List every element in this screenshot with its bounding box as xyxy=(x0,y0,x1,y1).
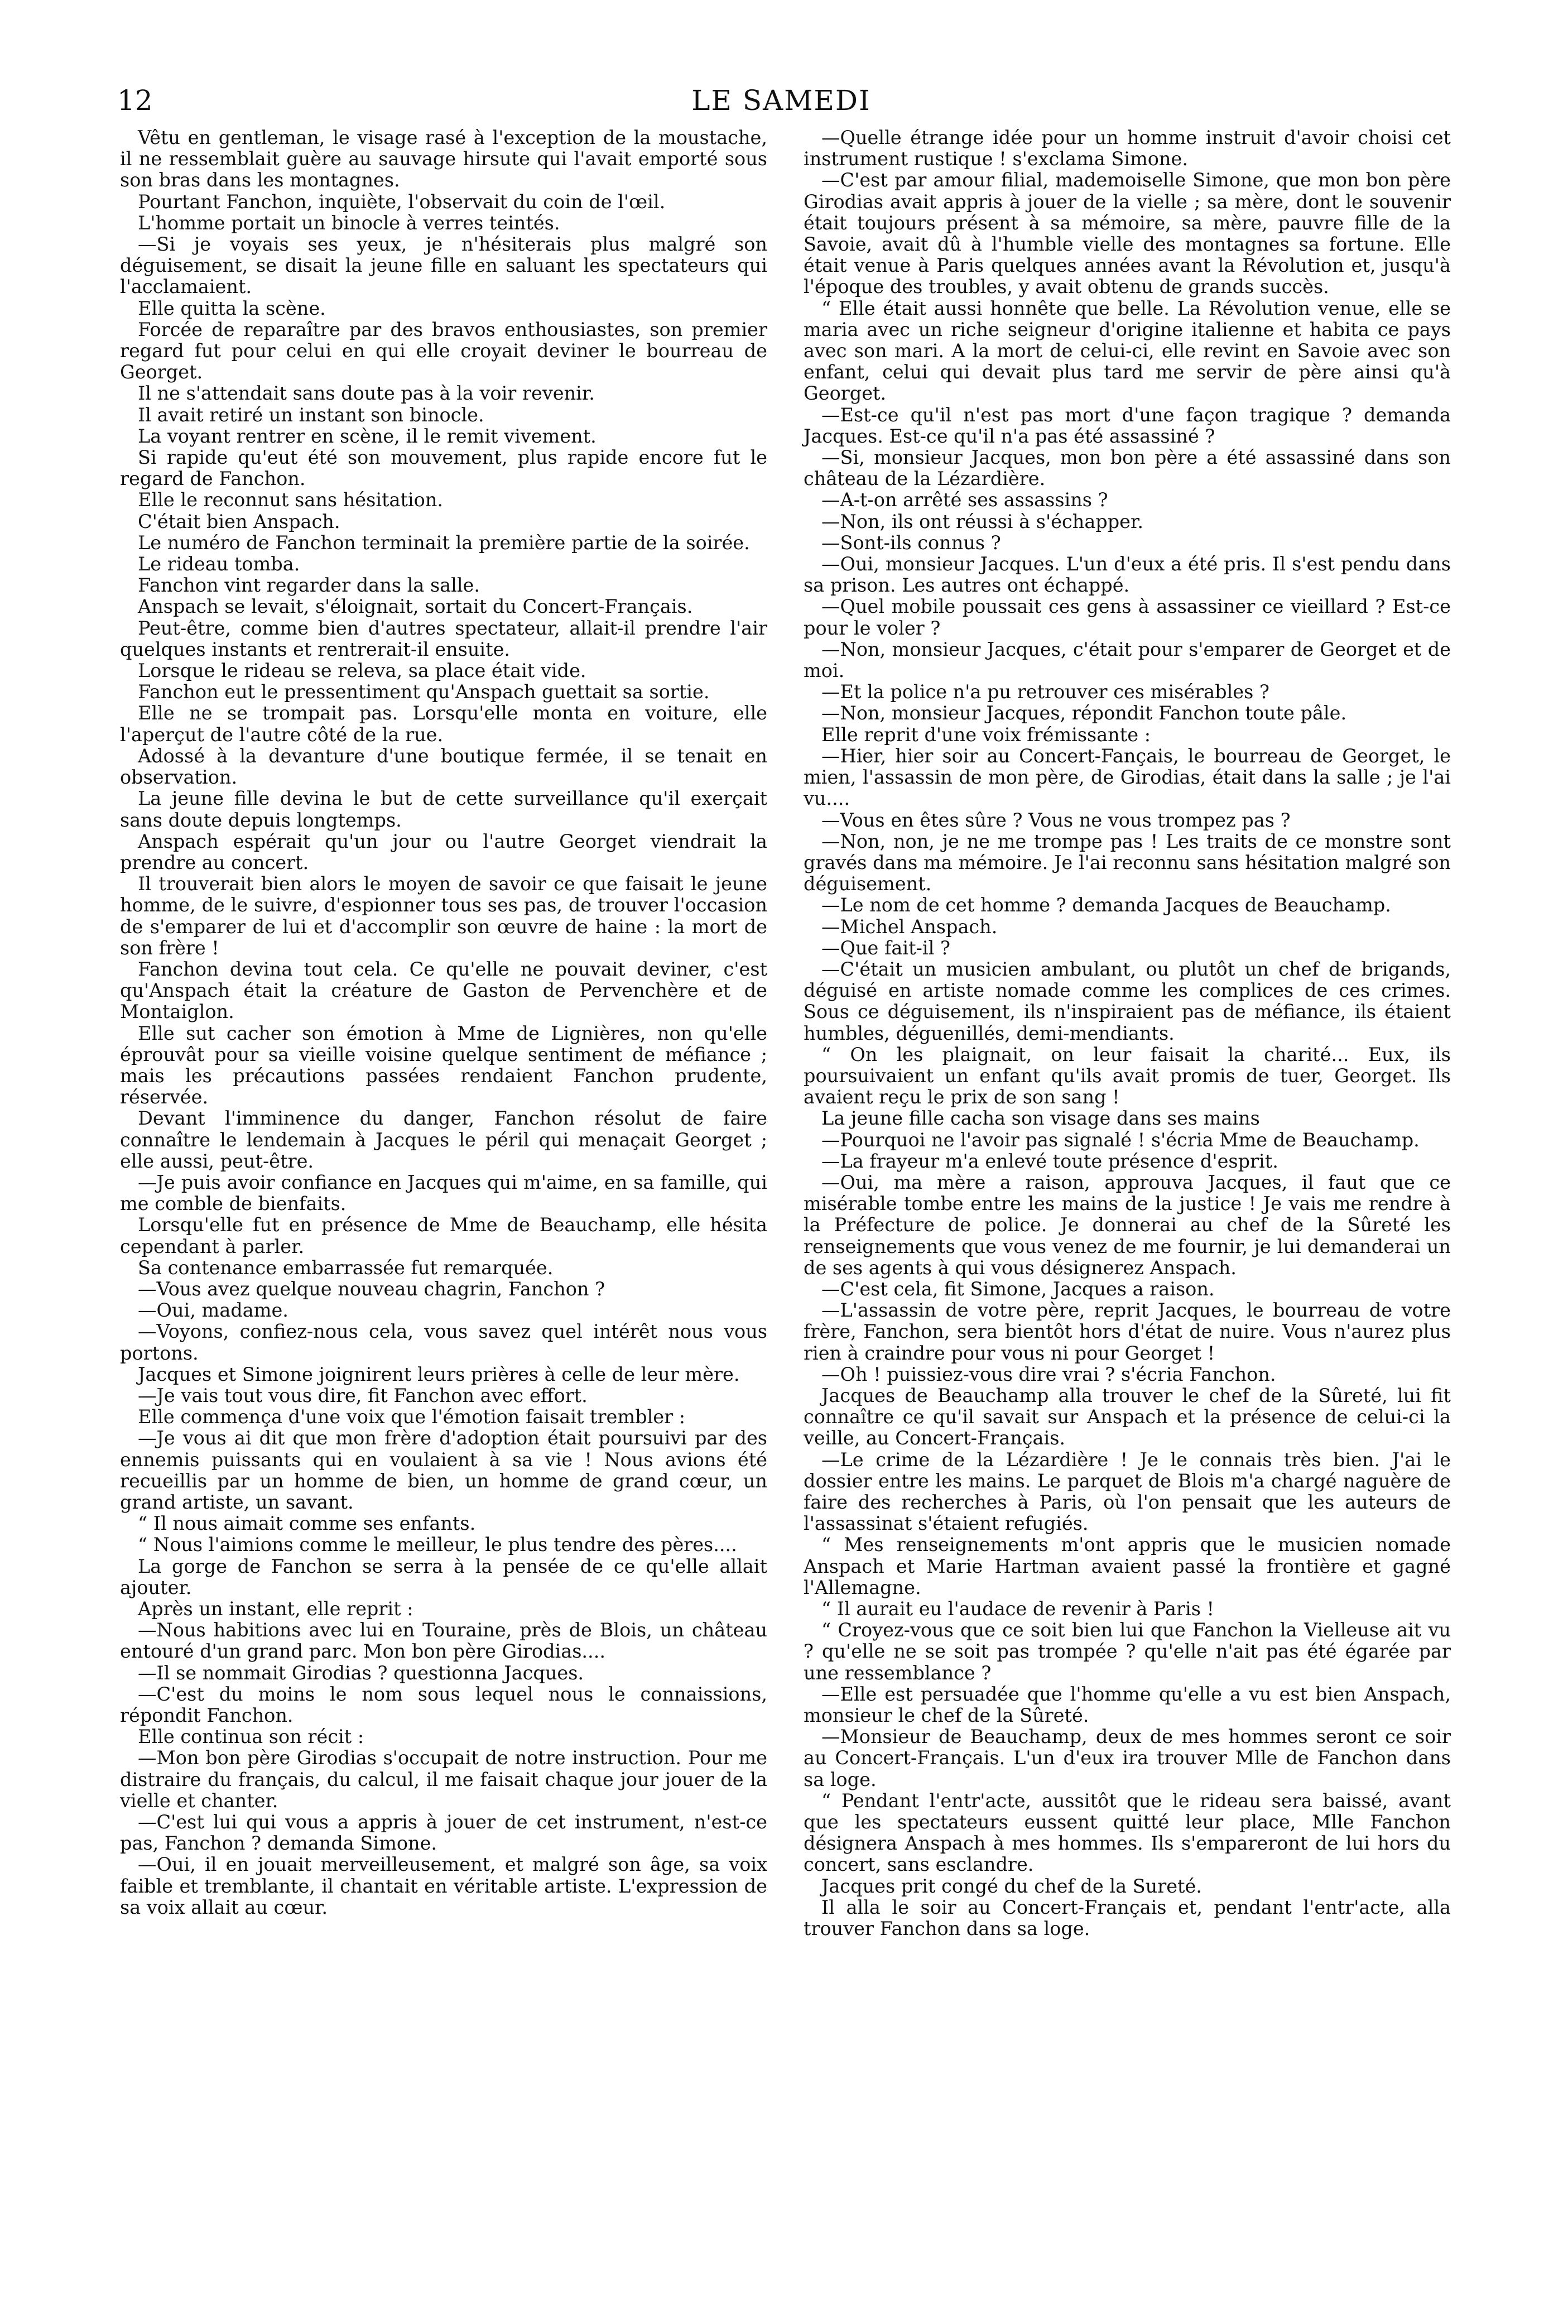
paragraph: Elle le reconnut sans hésitation. xyxy=(138,489,444,511)
paragraph: La gorge de Fanchon se serra à la pensée de ce qu'elle allait ajouter. xyxy=(120,1555,767,1598)
paragraph: —C'est par amour filial, mademoiselle Simone, que mon bon père Girodias avait appris à jouer de la vielle ; sa mère, dont le souvenir était toujours présent à sa mémoire, sa mère, pauvre fille de la Savoie, avait dû à l'humble vielle des montagnes sa fortune. Elle était venue à Paris quelques années avant la Révolution et, jusqu'à l'époque des troubles, y avait obtenu de grands succès. xyxy=(804,169,1451,298)
paragraph: Devant l'imminence du danger, Fanchon résolut de faire connaître le lendemain à Jacques le péril qui menaçait Georget ; elle aussi, peut-être. xyxy=(120,1107,767,1172)
paragraph: Lorsque le rideau se releva, sa place était vide. xyxy=(138,660,586,682)
paragraph: —Pourquoi ne l'avoir pas signalé ! s'écria Mme de Beauchamp. xyxy=(821,1129,1420,1151)
paragraph: Anspach se levait, s'éloignait, sortait du Concert-Français. xyxy=(138,596,693,618)
paragraph: —Oh ! puissiez-vous dire vrai ? s'écria Fanchon. xyxy=(821,1363,1276,1385)
left-column xyxy=(120,127,767,1918)
paragraph: “ Nous l'aimions comme le meilleur, le plus tendre des pères.... xyxy=(138,1534,737,1556)
paragraph: —Il se nommait Girodias ? questionna Jacques. xyxy=(138,1662,584,1684)
paragraph: —Si, monsieur Jacques, mon bon père a été assassiné dans son château de la Lézardière. xyxy=(804,446,1451,490)
page-number: 12 xyxy=(117,84,153,117)
paragraph: Vêtu en gentleman, le visage rasé à l'exception de la moustache, il ne ressemblait guère au sauvage hirsute qui l'avait emporté sous son bras dans les montagnes. xyxy=(120,127,767,191)
paragraph: Il trouverait bien alors le moyen de savoir ce que faisait le jeune homme, de le suivre, d'espionner tous ses pas, de trouver l'occasion de s'emparer de lui et d'accomplir son œuvre de haine : la mort de son frère ! xyxy=(120,873,767,959)
paragraph: Jacques et Simone joignirent leurs prières à celle de leur mère. xyxy=(138,1363,740,1385)
paragraph: Forcée de reparaître par des bravos enthousiastes, son premier regard fut pour celui en qui elle croyait deviner le bourreau de Georget. xyxy=(120,318,767,383)
paragraph: —Elle est persuadée que l'homme qu'elle a vu est bien Anspach, monsieur le chef de la Sûreté. xyxy=(804,1683,1451,1727)
paragraph: Peut-être, comme bien d'autres spectateur, allait-il prendre l'air quelques instants et rentrerait-il ensuite. xyxy=(120,617,767,660)
paragraph: —Non, non, je ne me trompe pas ! Les traits de ce monstre sont gravés dans ma mémoire. Je l'ai reconnu sans hésitation malgré son déguisement. xyxy=(804,830,1451,895)
paragraph: Après un instant, elle reprit : xyxy=(138,1598,413,1620)
paragraph: La jeune fille cacha son visage dans ses mains xyxy=(821,1107,1260,1130)
paragraph: —Et la police n'a pu retrouver ces misérables ? xyxy=(821,681,1269,703)
paragraph: —Hier, hier soir au Concert-Fançais, le bourreau de Georget, le mien, l'assassin de mon père, de Girodias, était dans la salle ; je l'ai vu.... xyxy=(804,745,1451,810)
paragraph: —Non, monsieur Jacques, c'était pour s'emparer de Georget et de moi. xyxy=(804,638,1451,682)
paragraph: —Oui, monsieur Jacques. L'un d'eux a été pris. Il s'est pendu dans sa prison. Les autres ont échappé. xyxy=(804,553,1451,597)
running-title: LE SAMEDI xyxy=(691,84,871,117)
paragraph: —Non, monsieur Jacques, répondit Fanchon toute pâle. xyxy=(821,702,1347,724)
paragraph: —C'est du moins le nom sous lequel nous le connaissions, répondit Fanchon. xyxy=(120,1683,767,1727)
paragraph: —Est-ce qu'il n'est pas mort d'une façon tragique ? demanda Jacques. Est-ce qu'il n'a pas été assassiné ? xyxy=(804,404,1451,447)
paragraph: —Oui, ma mère a raison, approuva Jacques, il faut que ce misérable tombe entre les mains de la justice ! Je vais me rendre à la Préfecture de police. Je donnerai au chef de la Sûreté les renseignements que vous venez de me fournir, je lui demanderai un de ses agents à qui vous désignerez Anspach. xyxy=(804,1171,1451,1279)
paragraph: Jacques de Beauchamp alla trouver le chef de la Sûreté, lui fit connaître ce qu'il savait sur Anspach et la présence de celui-ci la veille, au Concert-Français. xyxy=(804,1384,1451,1449)
paragraph: —Je puis avoir confiance en Jacques qui m'aime, en sa famille, qui me comble de bienfaits. xyxy=(120,1171,767,1215)
right-column xyxy=(804,127,1451,1939)
paragraph: “ Il nous aimait comme ses enfants. xyxy=(138,1512,476,1535)
page-header xyxy=(117,84,1445,123)
paragraph: Elle quitta la scène. xyxy=(138,297,326,319)
paragraph: Adossé à la devanture d'une boutique fermée, il se tenait en observation. xyxy=(120,745,767,789)
paragraph: Le rideau tomba. xyxy=(138,553,300,575)
paragraph: Jacques prit congé du chef de la Sureté. xyxy=(821,1875,1202,1897)
paragraph: Elle continua son récit : xyxy=(138,1726,364,1748)
paragraph: “ Mes renseignements m'ont appris que le musicien nomade Anspach et Marie Hartman avaient passé la frontière et gagné l'Allemagne. xyxy=(804,1534,1451,1598)
paragraph: Elle commença d'une voix que l'émotion faisait trembler : xyxy=(138,1406,686,1428)
paragraph: Il avait retiré un instant son binocle. xyxy=(138,404,484,426)
paragraph: —A-t-on arrêté ses assassins ? xyxy=(821,489,1108,511)
paragraph: —Oui, madame. xyxy=(138,1299,288,1322)
paragraph: —Je vous ai dit que mon frère d'adoption était poursuivi par des ennemis puissants qui en voulaient à sa vie ! Nous avions été recueillis par un homme de bien, un homme de grand cœur, un grand artiste, un savant. xyxy=(120,1427,767,1513)
paragraph: —C'était un musicien ambulant, ou plutôt un chef de brigands, déguisé en artiste nomade comme les complices de ces crimes. Sous ce déguisement, ils n'inspiraient pas de méfiance, ils étaient humbles, déguenillés, demi-mendiants. xyxy=(804,958,1451,1044)
paragraph: C'était bien Anspach. xyxy=(138,510,340,532)
paragraph: Fanchon devina tout cela. Ce qu'elle ne pouvait deviner, c'est qu'Anspach était la créature de Gaston de Pervenchère et de Montaiglon. xyxy=(120,958,767,1023)
paragraph: “ Il aurait eu l'audace de revenir à Paris ! xyxy=(821,1598,1215,1620)
paragraph: “ Elle était aussi honnête que belle. La Révolution venue, elle se maria avec un riche seigneur d'origine italienne et habita ce pays avec son mari. A la mort de celui-ci, elle revint en Savoie avec son enfant, celui qui devait plus tard me servir de père ainsi qu'à Georget. xyxy=(804,297,1451,405)
paragraph: —Quel mobile poussait ces gens à assassiner ce vieillard ? Est-ce pour le voler ? xyxy=(804,596,1451,639)
paragraph: Sa contenance embarrassée fut remarquée. xyxy=(138,1256,554,1279)
paragraph: Pourtant Fanchon, inquiète, l'observait du coin de l'œil. xyxy=(138,190,666,213)
paragraph: La voyant rentrer en scène, il le remit vivement. xyxy=(138,425,597,447)
paragraph: —Vous en êtes sûre ? Vous ne vous trompez pas ? xyxy=(821,809,1291,831)
paragraph: Lorsqu'elle fut en présence de Mme de Beauchamp, elle hésita cependant à parler. xyxy=(120,1214,767,1257)
paragraph: —Michel Anspach. xyxy=(821,915,998,938)
paragraph: —L'assassin de votre père, reprit Jacques, le bourreau de votre frère, Fanchon, sera bientôt hors d'état de nuire. Vous n'aurez plus rien à craindre pour vous ni pour Georget ! xyxy=(804,1299,1451,1364)
paragraph: “ On les plaignait, on leur faisait la charité... Eux, ils poursuivaient un enfant qu'ils avait promis de tuer, Georget. Ils avaient reçu le prix de son sang ! xyxy=(804,1043,1451,1108)
paragraph: —Le crime de la Lézardière ! Je le connais très bien. J'ai le dossier entre les mains. Le parquet de Blois m'a chargé naguère de faire des recherches à Paris, où l'on pensait que les auteurs de l'assassinat s'étaient refugiés. xyxy=(804,1448,1451,1535)
paragraph: “ Pendant l'entr'acte, aussitôt que le rideau sera baissé, avant que les spectateurs eussent quitté leur place, Mlle Fanchon désignera Anspach à mes hommes. Ils s'empareront de lui hors du concert, sans esclandre. xyxy=(804,1789,1451,1876)
paragraph: —Vous avez quelque nouveau chagrin, Fanchon ? xyxy=(138,1278,605,1300)
paragraph: Elle sut cacher son émotion à Mme de Lignières, non qu'elle éprouvât pour sa vieille voisine quelque sentiment de méfiance ; mais les précautions passées rendaient Fanchon prudente, réservée. xyxy=(120,1022,767,1108)
paragraph: —Sont-ils connus ? xyxy=(821,531,1001,554)
paragraph: —Voyons, confiez-nous cela, vous savez quel intérêt nous vous portons. xyxy=(120,1321,767,1364)
paragraph: Fanchon vint regarder dans la salle. xyxy=(138,574,480,597)
paragraph: Elle ne se trompait pas. Lorsqu'elle monta en voiture, elle l'aperçut de l'autre côté de la rue. xyxy=(120,702,767,746)
paragraph: Elle reprit d'une voix frémissante : xyxy=(821,723,1151,746)
paragraph: —Que fait-il ? xyxy=(821,937,950,959)
paragraph: Anspach espérait qu'un jour ou l'autre Georget viendrait la prendre au concert. xyxy=(120,830,767,873)
paragraph: —Le nom de cet homme ? demanda Jacques de Beauchamp. xyxy=(821,894,1391,916)
paragraph: —C'est cela, fit Simone, Jacques a raison. xyxy=(821,1278,1215,1300)
paragraph: Il ne s'attendait sans doute pas à la voir revenir. xyxy=(138,382,595,405)
paragraph: L'homme portait un binocle à verres teintés. xyxy=(138,212,560,234)
paragraph: —Monsieur de Beauchamp, deux de mes hommes seront ce soir au Concert-Français. L'un d'eux ira trouver Mlle de Fanchon dans sa loge. xyxy=(804,1726,1451,1790)
paragraph: La jeune fille devina le but de cette surveillance qu'il exerçait sans doute depuis longtemps. xyxy=(120,788,767,831)
paragraph: —Nous habitions avec lui en Touraine, près de Blois, un château entouré d'un grand parc. Mon bon père Girodias.... xyxy=(120,1619,767,1663)
paragraph: Si rapide qu'eut été son mouvement, plus rapide encore fut le regard de Fanchon. xyxy=(120,446,767,490)
paragraph: —La frayeur m'a enlevé toute présence d'esprit. xyxy=(821,1150,1278,1172)
paragraph: —Je vais tout vous dire, fit Fanchon avec effort. xyxy=(138,1384,588,1406)
paragraph: Fanchon eut le pressentiment qu'Anspach guettait sa sortie. xyxy=(138,681,710,703)
paragraph: “ Croyez-vous que ce soit bien lui que Fanchon la Vielleuse ait vu ? qu'elle ne se soit pas trompée ? qu'elle n'ait pas été égarée par une ressemblance ? xyxy=(804,1619,1451,1684)
paragraph: —Quelle étrange idée pour un homme instruit d'avoir choisi cet instrument rustique ! s'exclama Simone. xyxy=(804,127,1451,170)
paragraph: Il alla le soir au Concert-Français et, pendant l'entr'acte, alla trouver Fanchon dans sa loge. xyxy=(804,1896,1451,1940)
paragraph: —Si je voyais ses yeux, je n'hésiterais plus malgré son déguisement, se disait la jeune fille en saluant les spectateurs qui l'acclamaient. xyxy=(120,233,767,298)
paragraph: —Mon bon père Girodias s'occupait de notre instruction. Pour me distraire du français, du calcul, il me faisait chaque jour jouer de la vielle et chanter. xyxy=(120,1747,767,1812)
paragraph: —Non, ils ont réussi à s'échapper. xyxy=(821,510,1143,532)
paragraph: Le numéro de Fanchon terminait la première partie de la soirée. xyxy=(138,531,750,554)
paragraph: —C'est lui qui vous a appris à jouer de cet instrument, n'est-ce pas, Fanchon ? demanda Simone. xyxy=(120,1811,767,1855)
paragraph: —Oui, il en jouait merveilleusement, et malgré son âge, sa voix faible et tremblante, il chantait en véritable artiste. L'expression de sa voix allait au cœur. xyxy=(120,1854,767,1918)
